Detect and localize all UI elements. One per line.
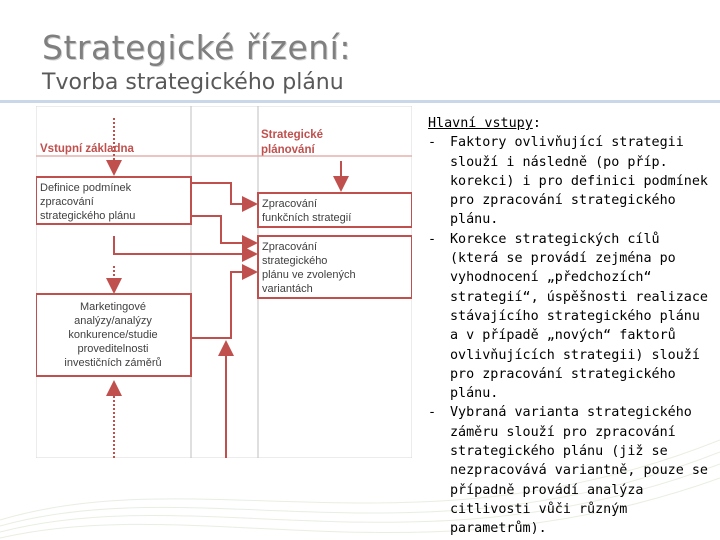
main-text: [428, 114, 714, 539]
box-definice-line1: Definice podmínek: [40, 182, 132, 194]
box-zpracovani-planu-line4: variantách: [262, 283, 313, 295]
column-header-right-line1: Strategické: [261, 129, 324, 141]
text-heading-row: [428, 114, 714, 133]
bullet-dash: -: [428, 135, 437, 151]
box-zpracovani-planu-line2: strategického: [262, 255, 328, 267]
box-marketing-line2: analýzy/analýzy: [74, 315, 152, 327]
slide-title: Strategické řízení:: [42, 28, 351, 67]
bullet-item: [428, 230, 714, 404]
process-diagram: [36, 106, 412, 458]
box-zpracovani-funkcnich-line2: funkčních strategií: [262, 212, 352, 224]
column-header-right-line2: plánování: [261, 144, 315, 156]
bullet-item: [428, 403, 714, 538]
column-header-left: Vstupní základna: [40, 143, 134, 155]
slide-subtitle: Tvorba strategického plánu: [42, 70, 344, 95]
box-definice-line2: zpracování: [40, 196, 94, 208]
box-zpracovani-planu-line3: plánu ve zvolených: [262, 269, 356, 281]
bullet-text: Vybraná varianta strategického záměru slouží pro zpracování strategického plánu (již se nezpracovává variantně, pouze se případně provádí analýza citlivosti vůči různým parametrům).: [450, 405, 708, 537]
bullet-dash: -: [428, 405, 437, 421]
box-zpracovani-funkcnich-line1: Zpracování: [262, 198, 318, 210]
bullet-dash: -: [428, 231, 437, 247]
bullet-item: [428, 133, 714, 229]
bullet-text: Faktory ovlivňující strategii slouží i následně (po příp. korekci) i pro definici podmínek pro zpracování strategického plánu.: [450, 135, 708, 228]
box-marketing-line1: Marketingové: [79, 301, 147, 313]
box-zpracovani-planu-line1: Zpracování: [262, 241, 318, 253]
bullet-text: Korekce strategických cílů (která se provádí zejména po vyhodnocení „předchozích“ strategií“, úspěšnosti realizace stávajícího strategického plánu a v případě „nových“ faktorů ovlivňujících strategii) slouží pro zpracování strategického plánu.: [450, 231, 708, 402]
text-heading: Hlavní vstupy: [428, 116, 533, 131]
box-definice-line3: strategického plánu: [40, 210, 136, 222]
box-marketing-line3: konkurence/studie: [68, 329, 158, 341]
text-heading-colon: :: [532, 116, 541, 131]
title-divider: [0, 100, 720, 103]
box-marketing-line4: proveditelnosti: [77, 343, 149, 355]
box-marketing-line5: investičních záměrů: [64, 357, 162, 369]
